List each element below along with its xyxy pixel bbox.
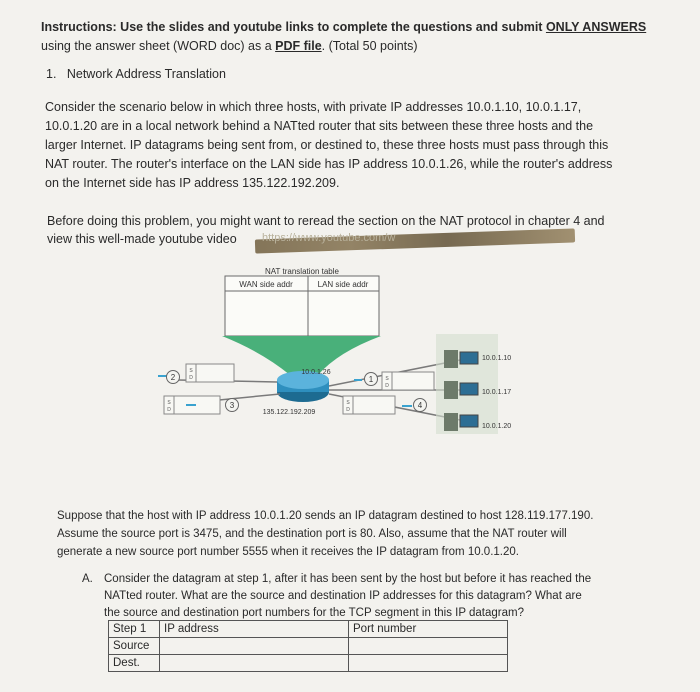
table-row — [109, 655, 508, 672]
header-ip-address: IP address — [160, 621, 349, 638]
packet-src-label: S — [189, 368, 193, 374]
header-step: Step 1 — [109, 621, 160, 638]
question-a-line: the source and destination port numbers for the TCP segment in this IP datagram? — [104, 607, 524, 619]
host-ip-label: 10.0.1.20 — [482, 423, 512, 430]
step-2-marker — [167, 371, 180, 384]
dest-port-cell[interactable] — [349, 655, 508, 672]
instructions-points: . (Total 50 points) — [321, 39, 418, 53]
question-a-line: NATted router. What are the source and destination IP addresses for this datagram? What are — [104, 590, 582, 602]
packet-step1 — [382, 372, 434, 390]
answer-table-header — [109, 621, 508, 638]
scenario-line: NAT router. The router's interface on the LAN side has IP address 10.0.1.26, while the router's address — [45, 157, 613, 171]
nat-table-title: NAT translation table — [265, 267, 339, 276]
svg-text:3: 3 — [229, 401, 235, 410]
step-1-marker — [365, 373, 378, 386]
row-label-source: Source — [109, 638, 160, 655]
pdf-file-emphasis: PDF file — [275, 39, 322, 53]
svg-text:1: 1 — [368, 375, 374, 384]
instructions-emphasis: ONLY ANSWERS — [545, 20, 647, 34]
scenario-line: 10.0.1.20 are in a local network behind a NATted router that sits between these three hosts and the — [45, 119, 594, 133]
instructions-text-2: using the answer sheet (WORD doc) as a — [41, 39, 276, 53]
scenario-line: on the Internet side has IP address 135.122.192.209. — [45, 176, 340, 190]
scenario-line: Consider the scenario below in which three hosts, with private IP addresses 10.0.1.10, 10.0.1.17, — [45, 100, 582, 114]
instructions-text: Instructions: Use the slides and youtube links to complete the questions and submit — [41, 20, 546, 34]
packet-step2 — [186, 364, 234, 382]
suppose-line: Assume the source port is 3475, and the destination port is 80. Also, assume that the NAT router will — [57, 528, 567, 540]
table-row — [109, 638, 508, 655]
packet-dst-label: D — [346, 407, 350, 413]
question-a-label: A. — [82, 573, 93, 585]
packet-dst-label: D — [385, 383, 389, 389]
section-number: 1. — [46, 67, 57, 81]
redacted-youtube-link[interactable]: https://www.youtube.com/w — [262, 232, 396, 244]
answer-table — [108, 620, 508, 672]
nat-table-col-wan: WAN side addr — [239, 280, 293, 289]
router-lan-ip: 10.0.1.26 — [301, 369, 331, 376]
step-3-marker — [226, 399, 239, 412]
host-ip-label: 10.0.1.10 — [482, 355, 512, 362]
hint-line: view this well-made youtube video — [47, 232, 237, 246]
section-title: Network Address Translation — [66, 67, 226, 81]
svg-text:4: 4 — [417, 401, 423, 410]
header-port-number: Port number — [349, 621, 508, 638]
packet-dst-label: D — [189, 375, 193, 381]
packet-src-label: S — [385, 376, 389, 382]
host-ip-label: 10.0.1.17 — [482, 389, 512, 396]
suppose-line: Suppose that the host with IP address 10.0.1.20 sends an IP datagram destined to host 128.119.177.190. — [57, 510, 594, 522]
packet-dst-label: D — [167, 407, 171, 413]
suppose-line: generate a new source port number 5555 when it receives the IP datagram from 10.0.1.20. — [57, 546, 519, 558]
packet-src-label: S — [167, 400, 171, 406]
row-label-dest: Dest. — [109, 655, 160, 672]
packet-step4 — [343, 396, 395, 414]
nat-table — [225, 267, 379, 336]
source-ip-cell[interactable] — [160, 638, 349, 655]
svg-text:2: 2 — [170, 373, 176, 382]
question-a-line: Consider the datagram at step 1, after it has been sent by the host but before it has reached the — [104, 573, 592, 585]
scenario-line: larger Internet. IP datagrams being sent from, or destined to, these three hosts must pass through this — [45, 138, 609, 152]
step-4-marker — [414, 399, 427, 412]
router-wan-ip: 135.122.192.209 — [262, 409, 316, 416]
nat-table-col-lan: LAN side addr — [317, 280, 369, 289]
hint-line: Before doing this problem, you might want to reread the section on the NAT protocol in chapter 4 and — [47, 214, 605, 228]
packet-src-label: S — [346, 400, 350, 406]
source-port-cell[interactable] — [349, 638, 508, 655]
dest-ip-cell[interactable] — [160, 655, 349, 672]
